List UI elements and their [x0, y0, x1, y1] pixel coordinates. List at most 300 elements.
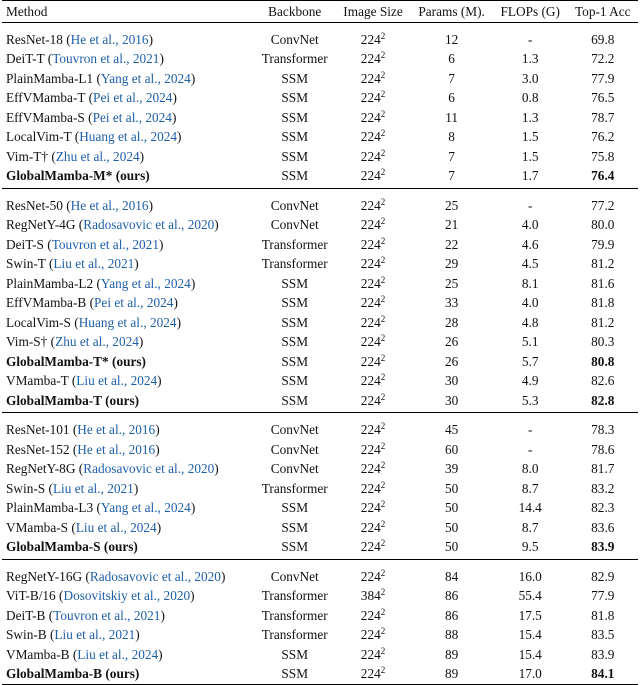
image-size-exponent: 2: [380, 352, 386, 363]
image-size-value: 224: [360, 666, 381, 681]
params-cell: 25: [444, 197, 459, 213]
image-size-exponent: 2: [380, 313, 386, 324]
table-row: [2, 352, 638, 372]
method-name: EffVMamba-S: [6, 109, 85, 125]
cite-paren-open: (: [96, 70, 101, 86]
table-row: [2, 440, 638, 460]
image-size-cell: [336, 625, 411, 645]
backbone-cell: ConvNet: [270, 197, 319, 213]
cite-paren-open: (: [48, 256, 54, 271]
top1-acc-cell: 76.4: [591, 168, 615, 183]
top1-acc-cell: 78.7: [591, 109, 615, 125]
cite-paren-open: (: [72, 441, 78, 457]
params-cell: 86: [444, 588, 459, 603]
flops-cell: 8.7: [521, 480, 539, 496]
image-size-cell: [336, 664, 411, 684]
cite-paren-close: ): [158, 646, 163, 662]
image-size-cell: [336, 69, 411, 89]
cite-paren-close: ): [171, 109, 177, 125]
cite-paren-open: (: [66, 31, 71, 47]
flops-cell: 8.7: [521, 519, 539, 535]
method-cell: [2, 254, 254, 274]
image-size-cell: [336, 147, 411, 167]
backbone-cell: Transformer: [261, 51, 328, 66]
params-cell: 50: [444, 519, 459, 535]
image-size-cell: [336, 606, 411, 626]
method-name: ResNet-152: [6, 441, 70, 457]
table-row: [2, 371, 638, 391]
top1-acc-cell: 76.5: [591, 90, 615, 105]
method-cell: [2, 108, 254, 128]
cite-paren-close: ): [190, 588, 195, 603]
image-size-exponent: 2: [380, 89, 386, 99]
params-cell: 7: [448, 168, 455, 183]
cite-paren-open: (: [85, 568, 90, 584]
flops-cell: 15.4: [518, 646, 542, 662]
image-size-cell: [336, 254, 411, 274]
cite-paren-open: (: [72, 646, 78, 662]
table-row: [2, 391, 638, 413]
method-cell: [2, 274, 254, 294]
citation-link[interactable]: Liu et al., 2021: [53, 256, 135, 271]
image-size-value: 224: [360, 256, 381, 271]
image-size-exponent: 2: [380, 479, 386, 490]
method-name: ResNet-101: [6, 422, 70, 437]
cite-paren-close: ): [156, 519, 162, 535]
backbone-cell: Transformer: [261, 627, 328, 642]
header-method: Method: [6, 4, 48, 19]
flops-cell: 8.1: [521, 275, 539, 291]
table-row: [2, 645, 638, 665]
citation-link[interactable]: Dosovitskiy et al., 2020: [63, 588, 191, 603]
flops-cell: 4.9: [521, 373, 539, 388]
image-size-value: 224: [360, 217, 381, 232]
method-name: RegNetY-16G: [6, 568, 83, 584]
method-cell: [2, 559, 254, 586]
flops-cell: 8.0: [521, 461, 539, 476]
citation-link[interactable]: Touvron et al., 2021: [51, 236, 159, 252]
table-row: [2, 413, 638, 440]
cite-paren-close: ): [148, 31, 153, 47]
method-cell: [2, 313, 254, 333]
image-size-cell: [336, 413, 411, 440]
table-row: [2, 108, 638, 128]
backbone-cell: SSM: [281, 334, 309, 349]
method-cell: [2, 645, 254, 665]
image-size-value: 224: [360, 129, 381, 144]
image-size-exponent: 2: [380, 606, 386, 617]
image-size-exponent: 2: [380, 518, 386, 529]
method-name: DeiT-S: [6, 236, 44, 252]
params-cell: 8: [448, 129, 455, 144]
header-image-size: Image Size: [343, 4, 403, 19]
method-name: Swin-T: [6, 256, 46, 271]
citation-link[interactable]: Radosavovic et al., 2020: [89, 568, 221, 584]
flops-cell: 5.7: [521, 353, 539, 369]
cite-paren-open: (: [49, 627, 55, 642]
citation-link[interactable]: Touvron et al., 2021: [52, 51, 160, 66]
method-cell: [2, 22, 254, 49]
table-row: [2, 332, 638, 352]
top1-acc-cell: 82.6: [591, 373, 615, 388]
image-size-value: 224: [360, 70, 381, 86]
image-size-exponent: 2: [380, 440, 386, 451]
comparison-table: [2, 0, 638, 685]
image-size-value: 224: [360, 500, 381, 515]
image-size-value: 224: [360, 275, 381, 291]
table-body: [2, 22, 638, 684]
image-size-value: 224: [360, 236, 381, 252]
method-cell: [2, 166, 254, 188]
citation-link[interactable]: Yang et al., 2024: [100, 275, 191, 291]
image-size-cell: [336, 188, 411, 215]
image-size-cell: [336, 352, 411, 372]
image-size-exponent: 2: [380, 421, 386, 431]
citation-link[interactable]: Zhu et al., 2024: [55, 148, 140, 164]
table-row: [2, 235, 638, 255]
image-size-value: 224: [360, 519, 381, 535]
image-size-value: 224: [360, 314, 381, 330]
backbone-cell: ConvNet: [270, 461, 319, 476]
backbone-cell: SSM: [281, 148, 309, 164]
top1-acc-cell: 83.9: [591, 646, 615, 662]
citation-link[interactable]: Huang et al., 2024: [78, 314, 177, 330]
cite-paren-open: (: [78, 217, 84, 232]
image-size-value: 224: [360, 461, 381, 476]
table-row: [2, 88, 638, 108]
params-cell: 7: [448, 148, 455, 164]
citation-link[interactable]: Yang et al., 2024: [100, 500, 191, 515]
method-cell: [2, 332, 254, 352]
params-cell: 86: [444, 607, 459, 623]
cite-paren-close: ): [148, 197, 153, 213]
flops-cell: 1.5: [521, 148, 539, 164]
params-cell: 21: [444, 217, 459, 232]
method-name: ResNet-18: [6, 31, 63, 47]
cite-paren-open: (: [59, 588, 64, 603]
citation-link[interactable]: Pei et al., 2024: [93, 90, 173, 105]
backbone-cell: Transformer: [261, 236, 328, 252]
image-size-cell: [336, 332, 411, 352]
image-size-value: 384: [360, 588, 381, 603]
backbone-cell: SSM: [281, 666, 309, 681]
params-cell: 30: [444, 392, 459, 408]
image-size-exponent: 2: [380, 50, 386, 60]
method-name: ResNet-50: [6, 197, 63, 213]
method-name: GlobalMamba-T (ours): [6, 392, 140, 408]
cite-paren-close: ): [155, 441, 160, 457]
header-flops: FLOPs (G): [500, 4, 560, 19]
image-size-value: 224: [360, 422, 381, 437]
method-cell: [2, 215, 254, 235]
citation-link[interactable]: Radosavovic et al., 2020: [83, 217, 215, 232]
method-name: DeiT-B: [6, 607, 46, 623]
method-name: VMamba-B: [6, 646, 70, 662]
params-cell: 12: [444, 31, 459, 47]
citation-link[interactable]: Pei et al., 2024: [92, 109, 172, 125]
cite-paren-open: (: [48, 607, 54, 623]
table-row: [2, 606, 638, 626]
cite-paren-close: ): [159, 51, 164, 66]
citation-link[interactable]: Liu et al., 2024: [75, 519, 157, 535]
image-size-exponent: 2: [380, 30, 386, 41]
citation-link[interactable]: Pei et al., 2024: [94, 295, 174, 310]
backbone-cell: SSM: [281, 90, 309, 105]
params-cell: 33: [444, 295, 459, 310]
image-size-exponent: 2: [380, 167, 386, 177]
image-size-exponent: 2: [380, 372, 386, 382]
top1-acc-cell: 81.6: [591, 275, 615, 291]
params-cell: 6: [448, 90, 455, 105]
method-cell: [2, 413, 254, 440]
citation-link[interactable]: He et al., 2016: [77, 441, 156, 457]
top1-acc-cell: 81.2: [591, 314, 615, 330]
flops-cell: 4.0: [521, 295, 539, 310]
flops-cell: -: [527, 441, 533, 457]
top1-acc-cell: 83.2: [591, 480, 615, 496]
backbone-cell: Transformer: [261, 256, 328, 271]
top1-acc-cell: 80.3: [591, 334, 615, 349]
params-cell: 22: [444, 236, 459, 252]
citation-link[interactable]: He et al., 2016: [77, 422, 156, 437]
table-row: [2, 147, 638, 167]
image-size-cell: [336, 49, 411, 69]
method-cell: [2, 352, 254, 372]
method-cell: [2, 293, 254, 313]
method-name: VMamba-S: [6, 519, 69, 535]
table-row: [2, 586, 638, 606]
cite-paren-close: ): [190, 500, 196, 515]
backbone-cell: SSM: [281, 295, 309, 310]
table-row: [2, 22, 638, 49]
cite-paren-close: ): [157, 373, 162, 388]
top1-acc-cell: 81.2: [591, 256, 615, 271]
image-size-value: 224: [360, 51, 381, 66]
params-cell: 26: [444, 334, 459, 349]
image-size-cell: [336, 371, 411, 391]
cite-paren-close: ): [160, 607, 165, 623]
backbone-cell: SSM: [281, 539, 309, 554]
method-name: DeiT-T: [6, 51, 45, 66]
top1-acc-cell: 72.2: [591, 51, 615, 66]
backbone-cell: ConvNet: [270, 422, 319, 437]
image-size-exponent: 2: [380, 587, 386, 597]
backbone-cell: SSM: [281, 353, 309, 369]
flops-cell: 4.0: [521, 217, 539, 232]
method-cell: [2, 518, 254, 538]
table-row: [2, 49, 638, 69]
method-cell: [2, 69, 254, 89]
flops-cell: 4.5: [521, 256, 539, 271]
table-row: [2, 559, 638, 586]
image-size-cell: [336, 518, 411, 538]
image-size-cell: [336, 108, 411, 128]
image-size-exponent: 2: [380, 128, 386, 138]
table-row: [2, 254, 638, 274]
method-cell: [2, 664, 254, 684]
method-cell: [2, 498, 254, 518]
image-size-exponent: 2: [380, 391, 386, 402]
flops-cell: 0.8: [521, 90, 539, 105]
citation-link[interactable]: Liu et al., 2021: [54, 627, 136, 642]
image-size-exponent: 2: [380, 274, 386, 285]
backbone-cell: Transformer: [261, 480, 328, 496]
citation-link[interactable]: He et al., 2016: [70, 197, 149, 213]
backbone-cell: ConvNet: [270, 568, 319, 584]
cite-paren-close: ): [190, 70, 196, 86]
table-row: [2, 479, 638, 499]
method-cell: [2, 440, 254, 460]
image-size-exponent: 2: [380, 499, 386, 509]
image-size-value: 224: [360, 295, 381, 310]
backbone-cell: ConvNet: [270, 31, 319, 47]
cite-paren-close: ): [176, 314, 181, 330]
flops-cell: 4.6: [521, 236, 539, 252]
image-size-cell: [336, 215, 411, 235]
params-cell: 45: [444, 422, 459, 437]
method-name: RegNetY-8G: [6, 461, 76, 476]
cite-paren-close: ): [158, 236, 164, 252]
params-cell: 29: [444, 256, 459, 271]
params-cell: 89: [444, 646, 459, 662]
image-size-value: 224: [360, 31, 381, 47]
cite-paren-open: (: [74, 314, 79, 330]
cite-paren-open: (: [50, 334, 56, 349]
method-cell: [2, 625, 254, 645]
top1-acc-cell: 78.6: [591, 441, 615, 457]
top1-acc-cell: 78.3: [591, 422, 615, 437]
params-cell: 60: [444, 441, 459, 457]
image-size-exponent: 2: [380, 333, 386, 343]
image-size-exponent: 2: [380, 235, 386, 246]
table-row: [2, 459, 638, 479]
cite-paren-close: ): [220, 568, 226, 584]
flops-cell: 1.7: [521, 168, 539, 183]
image-size-cell: [336, 313, 411, 333]
cite-paren-open: (: [78, 461, 84, 476]
cite-paren-open: (: [96, 500, 101, 515]
image-size-exponent: 2: [380, 69, 386, 80]
cite-paren-close: ): [139, 148, 145, 164]
flops-cell: 16.0: [518, 568, 542, 584]
top1-acc-cell: 69.8: [591, 31, 615, 47]
image-size-cell: [336, 440, 411, 460]
cite-paren-close: ): [134, 256, 139, 271]
flops-cell: 5.3: [521, 392, 539, 408]
top1-acc-cell: 81.8: [591, 607, 615, 623]
table-row: [2, 188, 638, 215]
top1-acc-cell: 77.9: [591, 70, 615, 86]
image-size-cell: [336, 166, 411, 188]
method-name: RegNetY-4G: [6, 217, 76, 232]
method-name: LocalVim-S: [6, 314, 71, 330]
table-row: [2, 127, 638, 147]
table-row: [2, 537, 638, 559]
image-size-exponent: 2: [380, 196, 386, 207]
backbone-cell: Transformer: [261, 607, 328, 623]
flops-cell: 14.4: [518, 500, 542, 515]
citation-link[interactable]: Touvron et al., 2021: [53, 607, 161, 623]
image-size-value: 224: [360, 373, 381, 388]
citation-link[interactable]: Yang et al., 2024: [100, 70, 191, 86]
citation-link[interactable]: Huang et al., 2024: [79, 129, 178, 144]
method-name: PlainMamba-L3: [6, 500, 94, 515]
method-cell: [2, 371, 254, 391]
image-size-exponent: 2: [380, 567, 386, 578]
params-cell: 89: [444, 666, 459, 681]
cite-paren-close: ): [133, 480, 139, 496]
image-size-cell: [336, 293, 411, 313]
image-size-cell: [336, 391, 411, 413]
method-cell: [2, 127, 254, 147]
method-name: GlobalMamba-M* (ours): [6, 168, 150, 183]
citation-link[interactable]: Radosavovic et al., 2020: [83, 461, 215, 476]
header-top1: Top-1 Acc: [574, 4, 631, 19]
table-row: [2, 313, 638, 333]
image-size-exponent: 2: [380, 665, 386, 675]
citation-link[interactable]: Liu et al., 2024: [77, 646, 159, 662]
backbone-cell: SSM: [281, 646, 309, 662]
header-params: Params (M).: [418, 4, 485, 19]
flops-cell: 55.4: [518, 588, 542, 603]
params-cell: 7: [448, 70, 455, 86]
table-row: [2, 498, 638, 518]
cite-paren-open: (: [71, 519, 76, 535]
backbone-cell: SSM: [281, 519, 309, 535]
cite-paren-open: (: [48, 480, 53, 496]
image-size-exponent: 2: [380, 216, 386, 226]
image-size-cell: [336, 88, 411, 108]
cite-paren-open: (: [71, 373, 77, 388]
backbone-cell: ConvNet: [270, 441, 319, 457]
flops-cell: 15.4: [518, 627, 542, 642]
top1-acc-cell: 81.7: [591, 461, 615, 476]
citation-link[interactable]: Liu et al., 2021: [52, 480, 134, 496]
image-size-cell: [336, 274, 411, 294]
flops-cell: 1.3: [521, 109, 539, 125]
table-header-row: [2, 1, 638, 23]
params-cell: 28: [444, 314, 459, 330]
citation-link[interactable]: Zhu et al., 2024: [55, 334, 139, 349]
image-size-value: 224: [360, 392, 381, 408]
flops-cell: 5.1: [521, 334, 539, 349]
top1-acc-cell: 82.9: [591, 568, 615, 584]
image-size-exponent: 2: [380, 255, 386, 265]
citation-link[interactable]: He et al., 2016: [70, 31, 149, 47]
image-size-value: 224: [360, 353, 381, 369]
params-cell: 50: [444, 480, 459, 496]
table-row: [2, 518, 638, 538]
image-size-cell: [336, 537, 411, 559]
method-cell: [2, 147, 254, 167]
table-row: [2, 625, 638, 645]
top1-acc-cell: 83.6: [591, 519, 615, 535]
top1-acc-cell: 80.0: [591, 217, 615, 232]
method-cell: [2, 459, 254, 479]
cite-paren-close: ): [155, 422, 160, 437]
backbone-cell: SSM: [281, 373, 309, 388]
citation-link[interactable]: Liu et al., 2024: [76, 373, 158, 388]
flops-cell: 9.5: [521, 539, 539, 554]
image-size-value: 224: [360, 607, 381, 623]
flops-cell: -: [527, 422, 533, 437]
image-size-value: 224: [360, 109, 381, 125]
method-name: EffVMamba-T: [6, 90, 86, 105]
flops-cell: 17.0: [518, 666, 542, 681]
image-size-exponent: 2: [380, 626, 386, 636]
params-cell: 26: [444, 353, 459, 369]
backbone-cell: SSM: [281, 70, 309, 86]
